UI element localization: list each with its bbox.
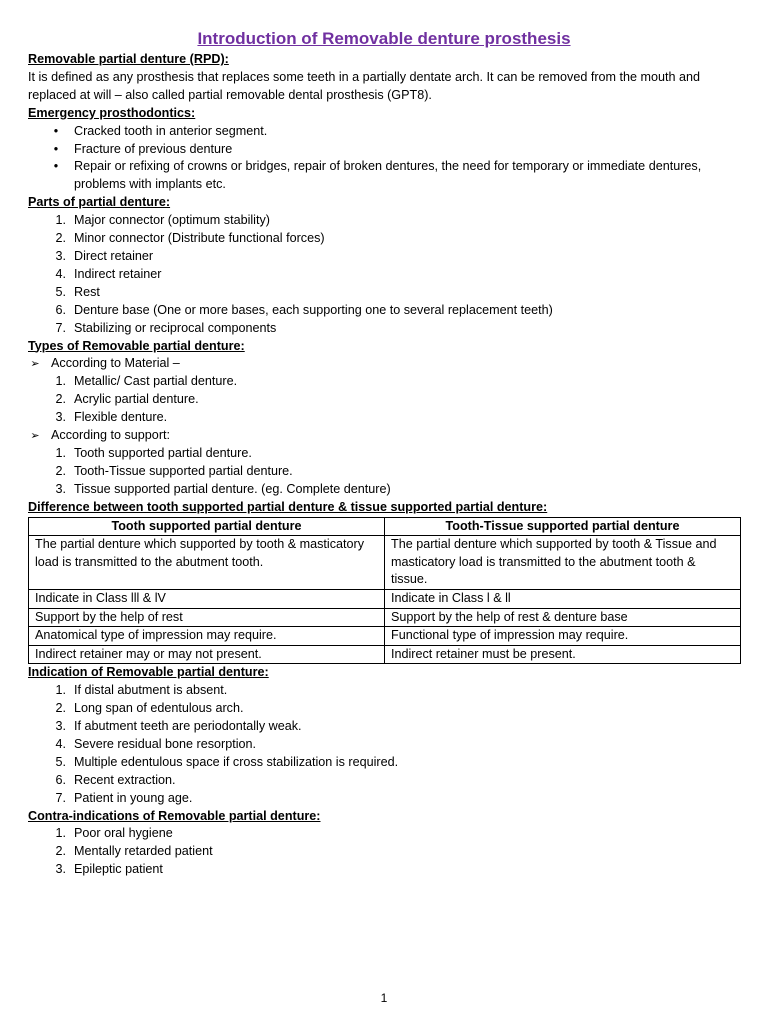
list-item: 2. Acrylic partial denture. — [55, 392, 199, 407]
material-label: ➢ According to Material – — [28, 355, 740, 373]
table-cell: The partial denture which supported by tooth & masticatory load is transmitted to the abutment tooth. — [29, 536, 385, 590]
list-item: 1. Metallic/ Cast partial denture. — [55, 374, 238, 389]
table-cell: Functional type of impression may require. — [385, 627, 741, 646]
bullet-icon: • — [53, 141, 59, 156]
list-item: 1. Poor oral hygiene — [55, 826, 173, 841]
difference-table — [28, 517, 741, 665]
table-row — [29, 536, 741, 590]
table-header: Tooth supported partial denture — [29, 517, 385, 536]
list-item: 3. Epileptic patient — [55, 862, 163, 877]
rpd-definition: It is defined as any prosthesis that replaces some teeth in a partially dentate arch. It can be removed from the mouth and replaced at will – also called partial removable dental prosthesis (GPT8). — [28, 69, 701, 102]
list-item: 5. Multiple edentulous space if cross stabilization is required. — [55, 754, 399, 769]
indication-list — [28, 682, 740, 807]
page-number: 1 — [380, 991, 388, 1005]
support-list — [28, 445, 740, 499]
list-item: 5. Rest — [55, 284, 100, 299]
support-label: ➢ According to support: — [28, 427, 740, 445]
list-item: 3. Flexible denture. — [55, 410, 168, 425]
table-cell: Indicate in Class lll & lV — [29, 589, 385, 608]
list-item: • Repair or refixing of crowns or bridges, repair of broken dentures, the need for temporary or immediate dentures, problems with implants etc. — [28, 158, 740, 194]
list-item: 1. Major connector (optimum stability) — [55, 213, 270, 228]
list-item: 4. Severe residual bone resorption. — [55, 736, 257, 751]
document-title: Introduction of Removable denture prosthesis — [197, 29, 571, 48]
list-item: 7. Patient in young age. — [55, 790, 193, 805]
list-item: • Cracked tooth in anterior segment. — [28, 123, 740, 141]
parts-heading: Parts of partial denture: — [28, 195, 171, 210]
document-content — [28, 28, 740, 879]
list-item: • Fracture of previous denture — [28, 141, 740, 159]
table-row — [29, 627, 741, 646]
bullet-icon: • — [53, 123, 59, 138]
arrow-bullet-icon: ➢ — [30, 357, 40, 371]
table-cell: Anatomical type of impression may require. — [29, 627, 385, 646]
list-item: 2. Tooth-Tissue supported partial denture. — [55, 463, 293, 478]
list-item: 2. Minor connector (Distribute functional forces) — [55, 231, 325, 246]
difference-heading: Difference between tooth supported partial denture & tissue supported partial denture: — [28, 499, 548, 514]
table-cell: Support by the help of rest — [29, 608, 385, 627]
emergency-list — [28, 123, 740, 195]
list-item: 7. Stabilizing or reciprocal components — [55, 320, 277, 335]
list-item: 2. Mentally retarded patient — [55, 844, 213, 859]
emergency-heading: Emergency prosthodontics: — [28, 105, 196, 120]
list-item: 3. Direct retainer — [55, 248, 154, 263]
arrow-bullet-icon: ➢ — [30, 429, 40, 443]
list-item: 1. If distal abutment is absent. — [55, 683, 228, 698]
contra-list — [28, 825, 740, 879]
table-cell: Indirect retainer must be present. — [385, 645, 741, 664]
list-item: 1. Tooth supported partial denture. — [55, 445, 252, 460]
list-item: 2. Long span of edentulous arch. — [55, 701, 244, 716]
table-cell: Indicate in Class l & ll — [385, 589, 741, 608]
list-item: 6. Recent extraction. — [55, 772, 176, 787]
table-row — [29, 608, 741, 627]
contra-heading: Contra-indications of Removable partial denture: — [28, 808, 321, 823]
table-header-row — [29, 517, 741, 536]
bullet-icon: • — [53, 159, 59, 174]
list-item: 3. Tissue supported partial denture. (eg. Complete denture) — [55, 481, 391, 496]
list-item: 6. Denture base (One or more bases, each supporting one to several replacement teeth) — [55, 302, 553, 317]
parts-list — [28, 212, 740, 337]
list-item: 4. Indirect retainer — [55, 266, 162, 281]
rpd-heading: Removable partial denture (RPD): — [28, 52, 229, 66]
table-row — [29, 645, 741, 664]
table-cell: The partial denture which supported by tooth & Tissue and masticatory load is transmitted to the abutment tooth & tissue. — [385, 536, 741, 590]
table-row — [29, 589, 741, 608]
types-heading: Types of Removable partial denture: — [28, 338, 245, 353]
table-header: Tooth-Tissue supported partial denture — [385, 517, 741, 536]
indication-heading: Indication of Removable partial denture: — [28, 665, 269, 680]
table-cell: Support by the help of rest & denture base — [385, 608, 741, 627]
material-list — [28, 373, 740, 427]
table-cell: Indirect retainer may or may not present. — [29, 645, 385, 664]
list-item: 3. If abutment teeth are periodontally weak. — [55, 719, 302, 734]
